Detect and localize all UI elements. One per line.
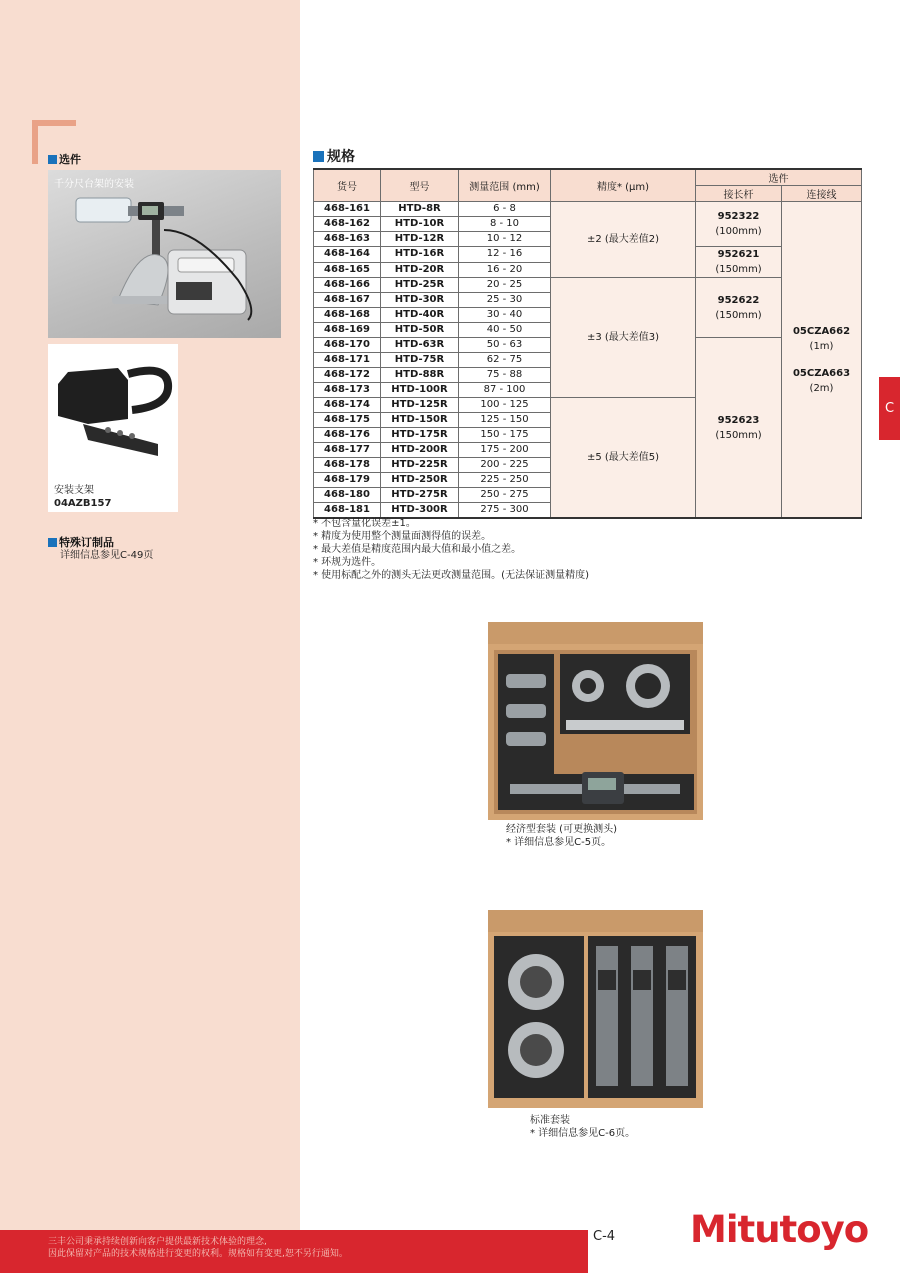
cell-code: 468-168 bbox=[314, 308, 381, 323]
economy-kit-case-illustration bbox=[488, 622, 703, 820]
header-cable: 连接线 bbox=[782, 186, 862, 202]
footer-line: 因此保留对产品的技术规格进行变更的权利。规格如有变更,恕不另行通知。 bbox=[48, 1249, 348, 1259]
header-accuracy: 精度* (μm) bbox=[551, 169, 696, 202]
cell-model: HTD-275R bbox=[381, 488, 459, 503]
cell-accuracy: ±3 (最大差值3) bbox=[551, 278, 696, 398]
cell-model: HTD-125R bbox=[381, 398, 459, 413]
extension-code: 952322 bbox=[717, 211, 760, 222]
cell-code: 468-179 bbox=[314, 473, 381, 488]
extension-length: (150mm) bbox=[715, 264, 762, 275]
standard-kit-note: * 详细信息参见C-6页。 bbox=[530, 1128, 636, 1139]
cell-code: 468-170 bbox=[314, 338, 381, 353]
cell-extension bbox=[696, 338, 782, 519]
header-extension: 接长杆 bbox=[696, 186, 782, 202]
micrometer-stand-illustration bbox=[48, 170, 281, 338]
cell-model: HTD-20R bbox=[381, 262, 459, 278]
cell-range: 75 - 88 bbox=[459, 368, 551, 383]
cell-code: 468-171 bbox=[314, 353, 381, 368]
cell-code: 468-166 bbox=[314, 278, 381, 293]
note-line: * 最大差值是精度范围内最大值和最小值之差。 bbox=[313, 544, 522, 555]
cell-model: HTD-225R bbox=[381, 458, 459, 473]
spec-notes bbox=[313, 517, 589, 582]
note-line: * 使用标配之外的测头无法更改测量范围。(无法保证测量精度) bbox=[313, 570, 589, 581]
cell-code: 468-172 bbox=[314, 368, 381, 383]
table-row bbox=[314, 202, 862, 217]
section-tab-c[interactable]: C bbox=[879, 377, 900, 440]
square-bullet-icon bbox=[48, 155, 57, 164]
cell-range: 125 - 150 bbox=[459, 413, 551, 428]
cell-model: HTD-12R bbox=[381, 232, 459, 247]
cell-range: 40 - 50 bbox=[459, 323, 551, 338]
header-options: 选件 bbox=[696, 169, 862, 186]
cell-model: HTD-40R bbox=[381, 308, 459, 323]
footer-line: 三丰公司秉承持续创新向客户提供最新技术体验的理念, bbox=[48, 1237, 267, 1247]
cell-code: 468-176 bbox=[314, 428, 381, 443]
extension-length: (150mm) bbox=[715, 429, 762, 441]
cell-range: 25 - 30 bbox=[459, 293, 551, 308]
cell-range: 250 - 275 bbox=[459, 488, 551, 503]
cell-model: HTD-50R bbox=[381, 323, 459, 338]
cell-model: HTD-175R bbox=[381, 428, 459, 443]
cell-range: 62 - 75 bbox=[459, 353, 551, 368]
cell-code: 468-175 bbox=[314, 413, 381, 428]
cell-accuracy: ±2 (最大差值2) bbox=[551, 202, 696, 278]
cable-code: 05CZA662 bbox=[792, 325, 851, 337]
cell-accuracy: ±5 (最大差值5) bbox=[551, 398, 696, 519]
standard-kit-photo bbox=[488, 910, 703, 1108]
cell-code: 468-162 bbox=[314, 217, 381, 232]
cell-extension bbox=[696, 278, 782, 338]
cell-range: 225 - 250 bbox=[459, 473, 551, 488]
cell-code: 468-163 bbox=[314, 232, 381, 247]
economy-kit-note: * 详细信息参见C-5页。 bbox=[506, 837, 612, 848]
cell-model: HTD-10R bbox=[381, 217, 459, 232]
stand-photo-caption: 千分尺台架的安装 bbox=[54, 179, 134, 190]
cell-code: 468-181 bbox=[314, 503, 381, 519]
cell-range: 50 - 63 bbox=[459, 338, 551, 353]
square-bullet-icon bbox=[313, 151, 324, 162]
note-line: * 环规为选件。 bbox=[313, 557, 382, 568]
cell-model: HTD-25R bbox=[381, 278, 459, 293]
bracket-label: 安装支架 bbox=[54, 485, 94, 496]
cable-code: 05CZA663 bbox=[792, 367, 851, 379]
extension-code: 952621 bbox=[717, 249, 760, 260]
mitutoyo-logo: Mitutoyo bbox=[690, 1208, 869, 1251]
cell-range: 30 - 40 bbox=[459, 308, 551, 323]
special-heading bbox=[48, 534, 114, 550]
cell-model: HTD-16R bbox=[381, 247, 459, 263]
cell-code: 468-169 bbox=[314, 323, 381, 338]
header-code: 货号 bbox=[314, 169, 381, 202]
cell-range: 100 - 125 bbox=[459, 398, 551, 413]
cell-range: 12 - 16 bbox=[459, 247, 551, 263]
cell-range: 16 - 20 bbox=[459, 262, 551, 278]
cell-code: 468-178 bbox=[314, 458, 381, 473]
extension-code: 952623 bbox=[717, 414, 760, 426]
cell-code: 468-161 bbox=[314, 202, 381, 217]
cell-range: 20 - 25 bbox=[459, 278, 551, 293]
cell-code: 468-173 bbox=[314, 383, 381, 398]
stand-photo bbox=[48, 170, 281, 338]
cell-model: HTD-150R bbox=[381, 413, 459, 428]
options-heading bbox=[48, 151, 81, 167]
note-line: * 精度为使用整个测量面测得值的误差。 bbox=[313, 531, 492, 542]
square-bullet-icon bbox=[48, 538, 57, 547]
cell-model: HTD-30R bbox=[381, 293, 459, 308]
cell-model: HTD-200R bbox=[381, 443, 459, 458]
spec-table bbox=[313, 168, 862, 519]
table-row bbox=[314, 278, 862, 293]
cell-model: HTD-88R bbox=[381, 368, 459, 383]
cell-range: 10 - 12 bbox=[459, 232, 551, 247]
cell-code: 468-164 bbox=[314, 247, 381, 263]
cell-code: 468-174 bbox=[314, 398, 381, 413]
cell-model: HTD-250R bbox=[381, 473, 459, 488]
page-number: C-4 bbox=[593, 1229, 616, 1244]
header-range: 测量范围 (mm) bbox=[459, 169, 551, 202]
cell-code: 468-177 bbox=[314, 443, 381, 458]
cell-range: 6 - 8 bbox=[459, 202, 551, 217]
economy-kit-title: 经济型套装 (可更换测头) bbox=[506, 824, 617, 835]
spec-title bbox=[313, 146, 355, 166]
standard-kit-title: 标准套装 bbox=[530, 1115, 570, 1126]
cell-cable bbox=[782, 202, 862, 519]
cell-code: 468-167 bbox=[314, 293, 381, 308]
cable-length: (1m) bbox=[809, 340, 834, 352]
bracket-code: 04AZB157 bbox=[54, 498, 112, 509]
header-model: 型号 bbox=[381, 169, 459, 202]
cell-range: 87 - 100 bbox=[459, 383, 551, 398]
cell-code: 468-180 bbox=[314, 488, 381, 503]
extension-code: 952622 bbox=[717, 294, 760, 306]
standard-kit-case-illustration bbox=[488, 910, 703, 1108]
cell-range: 200 - 225 bbox=[459, 458, 551, 473]
note-line: * 不包含量化误差±1。 bbox=[313, 518, 416, 529]
options-heading-text: 选件 bbox=[59, 153, 81, 166]
extension-length: (100mm) bbox=[715, 226, 762, 237]
cable-length: (2m) bbox=[809, 382, 834, 394]
cell-code: 468-165 bbox=[314, 262, 381, 278]
cell-model: HTD-8R bbox=[381, 202, 459, 217]
cell-range: 175 - 200 bbox=[459, 443, 551, 458]
cell-extension bbox=[696, 202, 782, 247]
cell-range: 150 - 175 bbox=[459, 428, 551, 443]
spec-title-text: 规格 bbox=[327, 149, 355, 165]
special-detail: 详细信息参见C-49页 bbox=[60, 550, 154, 561]
cell-model: HTD-75R bbox=[381, 353, 459, 368]
special-heading-text: 特殊订制品 bbox=[59, 536, 114, 549]
cell-model: HTD-300R bbox=[381, 503, 459, 519]
extension-length: (150mm) bbox=[715, 309, 762, 321]
footer-disclaimer bbox=[48, 1236, 348, 1260]
cell-model: HTD-100R bbox=[381, 383, 459, 398]
cell-range: 8 - 10 bbox=[459, 217, 551, 232]
mounting-bracket-illustration bbox=[48, 344, 178, 484]
economy-kit-photo bbox=[488, 622, 703, 820]
cell-extension bbox=[696, 247, 782, 278]
cell-model: HTD-63R bbox=[381, 338, 459, 353]
cell-range: 275 - 300 bbox=[459, 503, 551, 519]
